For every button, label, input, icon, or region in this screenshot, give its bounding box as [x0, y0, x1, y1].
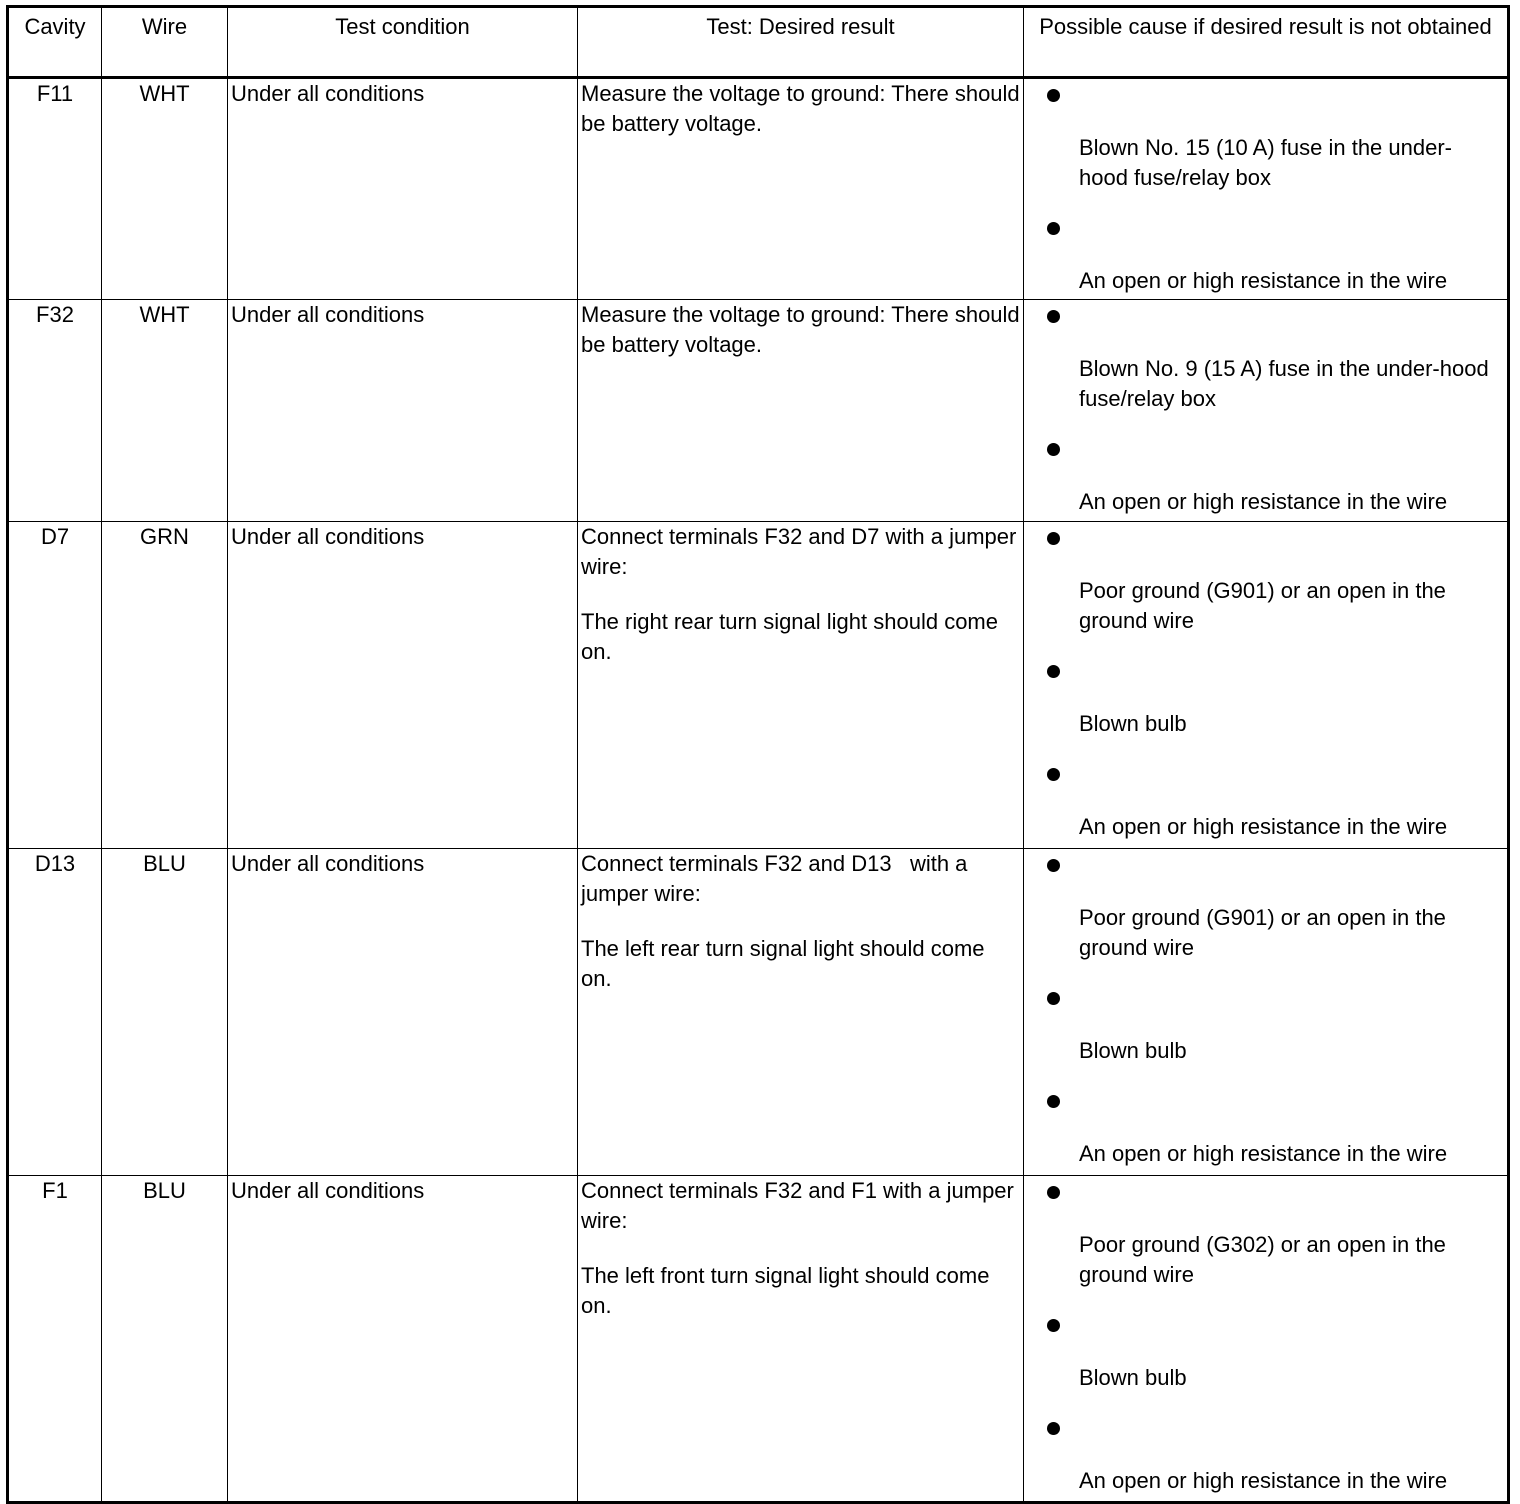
- cause-text: Blown No. 9 (15 A) fuse in the under-hood fuse/relay box: [1079, 356, 1489, 411]
- bullet-icon: [1047, 1095, 1060, 1108]
- result-cell: [578, 522, 1024, 849]
- result-text: The left front turn signal light should come on.: [581, 1263, 990, 1318]
- header-test-condition: Test condition: [228, 7, 578, 78]
- result-cell: [578, 849, 1024, 1176]
- list-item: [1027, 758, 1504, 842]
- cause-text: Poor ground (G302) or an open in the ground wire: [1079, 1232, 1446, 1287]
- list-item: [1027, 1412, 1504, 1496]
- list-item: [1027, 1085, 1504, 1169]
- cause-text: Blown No. 15 (10 A) fuse in the under-hood fuse/relay box: [1079, 135, 1452, 190]
- cause-text: An open or high resistance in the wire: [1079, 268, 1448, 293]
- cause-text: An open or high resistance in the wire: [1079, 489, 1448, 514]
- list-item: [1027, 212, 1504, 296]
- condition-cell: Under all conditions: [228, 1176, 578, 1503]
- cavity-cell: F11: [8, 78, 102, 300]
- table-row: [8, 522, 1509, 849]
- table-row: [8, 849, 1509, 1176]
- cavity-cell: D7: [8, 522, 102, 849]
- result-text: Connect terminals F32 and D7 with a jumper wire:: [581, 524, 1017, 579]
- condition-cell: Under all conditions: [228, 300, 578, 522]
- list-item: [1027, 300, 1504, 433]
- result-text: Measure the voltage to ground: There should be battery voltage.: [581, 81, 1020, 136]
- wire-cell: WHT: [102, 300, 228, 522]
- bullet-icon: [1047, 1422, 1060, 1435]
- result-text: The right rear turn signal light should come on.: [581, 609, 998, 664]
- cause-text: Blown bulb: [1079, 1038, 1187, 1063]
- condition-cell: Under all conditions: [228, 78, 578, 300]
- bullet-icon: [1047, 89, 1060, 102]
- condition-cell: Under all conditions: [228, 849, 578, 1176]
- bullet-icon: [1047, 992, 1060, 1005]
- wire-cell: GRN: [102, 522, 228, 849]
- bullet-icon: [1047, 1186, 1060, 1199]
- troubleshooting-table: [6, 5, 1510, 1504]
- result-text: Measure the voltage to ground: There should be battery voltage.: [581, 302, 1020, 357]
- cavity-cell: F32: [8, 300, 102, 522]
- condition-cell: Under all conditions: [228, 522, 578, 849]
- cavity-cell: F1: [8, 1176, 102, 1503]
- cause-cell: [1024, 849, 1509, 1176]
- cause-text: An open or high resistance in the wire: [1079, 1468, 1448, 1493]
- table-row: [8, 300, 1509, 522]
- bullet-icon: [1047, 665, 1060, 678]
- list-item: [1027, 79, 1504, 212]
- result-text: Connect terminals F32 and D13 with a jumper wire:: [581, 851, 974, 906]
- header-cavity: Cavity: [8, 7, 102, 78]
- cause-text: An open or high resistance in the wire: [1079, 1141, 1448, 1166]
- result-cell: [578, 1176, 1024, 1503]
- wire-cell: BLU: [102, 1176, 228, 1503]
- result-text: The left rear turn signal light should come on.: [581, 936, 985, 991]
- list-item: [1027, 433, 1504, 517]
- bullet-icon: [1047, 768, 1060, 781]
- list-item: [1027, 655, 1504, 758]
- result-cell: [578, 78, 1024, 300]
- header-wire: Wire: [102, 7, 228, 78]
- bullet-icon: [1047, 443, 1060, 456]
- cause-text: Blown bulb: [1079, 1365, 1187, 1390]
- table-row: [8, 78, 1509, 300]
- bullet-icon: [1047, 1319, 1060, 1332]
- cause-text: Poor ground (G901) or an open in the ground wire: [1079, 578, 1446, 633]
- cause-text: Poor ground (G901) or an open in the ground wire: [1079, 905, 1446, 960]
- result-text: Connect terminals F32 and F1 with a jumper wire:: [581, 1178, 1014, 1233]
- list-item: [1027, 1176, 1504, 1309]
- header-row: [8, 7, 1509, 78]
- bullet-icon: [1047, 859, 1060, 872]
- cause-cell: [1024, 1176, 1509, 1503]
- wire-cell: WHT: [102, 78, 228, 300]
- bullet-icon: [1047, 310, 1060, 323]
- list-item: [1027, 522, 1504, 655]
- bullet-icon: [1047, 222, 1060, 235]
- header-possible-cause: Possible cause if desired result is not obtained: [1024, 7, 1509, 78]
- table-row: [8, 1176, 1509, 1503]
- cause-cell: [1024, 300, 1509, 522]
- cavity-cell: D13: [8, 849, 102, 1176]
- list-item: [1027, 982, 1504, 1085]
- list-item: [1027, 849, 1504, 982]
- result-cell: [578, 300, 1024, 522]
- cause-text: An open or high resistance in the wire: [1079, 814, 1448, 839]
- cause-cell: [1024, 78, 1509, 300]
- list-item: [1027, 1309, 1504, 1412]
- wire-cell: BLU: [102, 849, 228, 1176]
- cause-text: Blown bulb: [1079, 711, 1187, 736]
- bullet-icon: [1047, 532, 1060, 545]
- header-desired-result: Test: Desired result: [578, 7, 1024, 78]
- cause-cell: [1024, 522, 1509, 849]
